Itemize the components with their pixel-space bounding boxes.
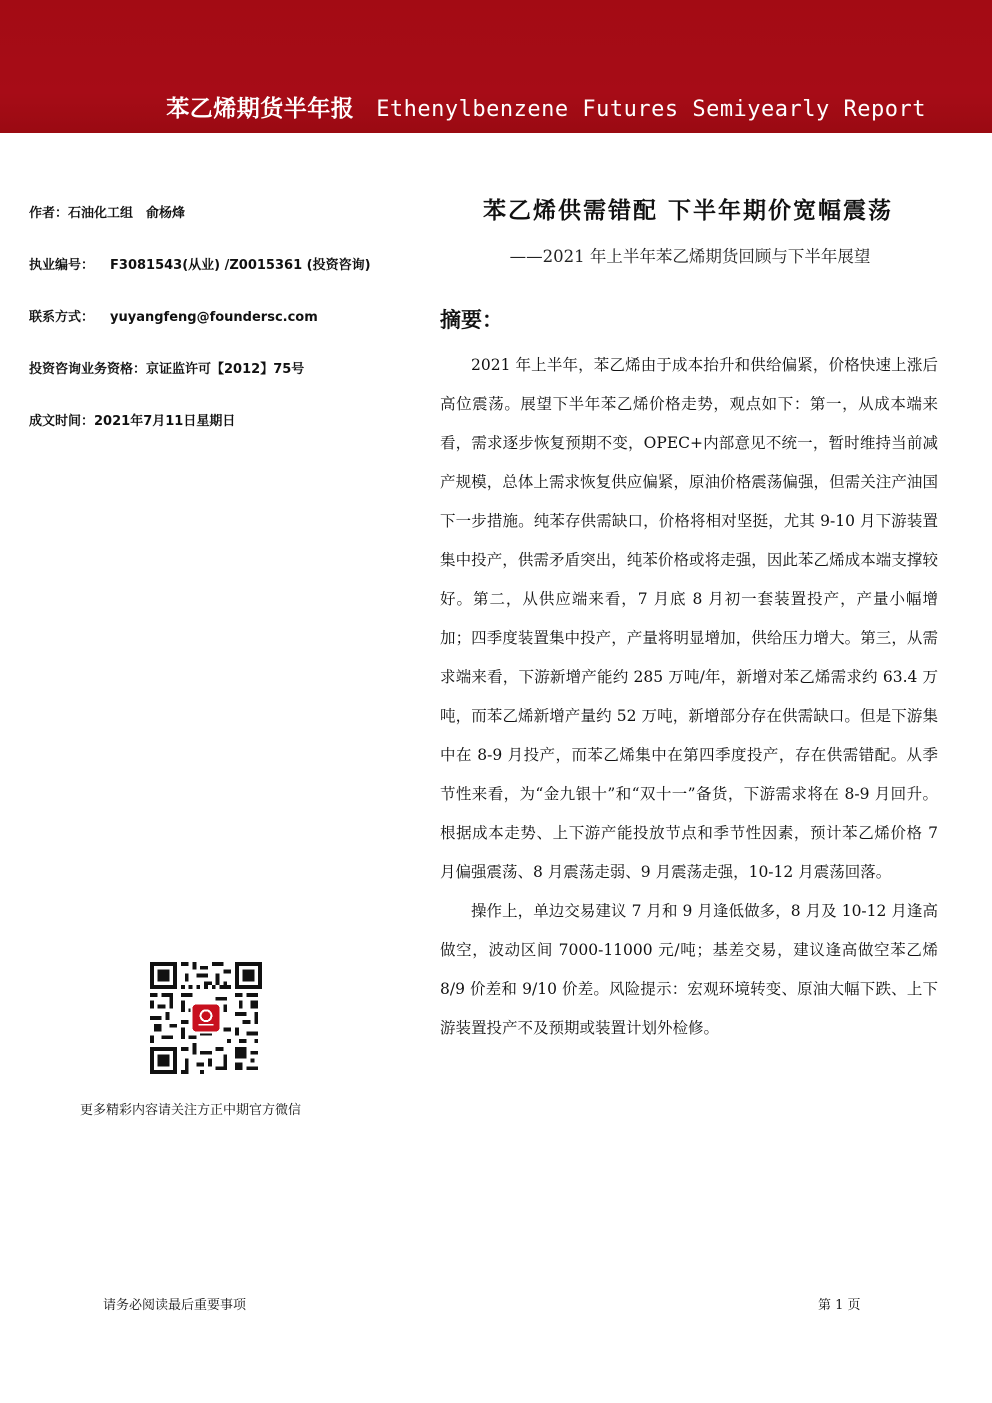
- footer-notice: 请务必阅读最后重要事项: [103, 1298, 247, 1313]
- header-banner: [0, 0, 992, 133]
- qualification-row: [29, 358, 304, 377]
- report-title-cn: 苯乙烯期货半年报: [166, 96, 355, 122]
- date-label: 成文时间：: [29, 414, 95, 429]
- abstract-heading: 摘要：: [440, 307, 503, 332]
- license-value: F3081543(从业) /Z0015361 (投资咨询): [110, 258, 371, 273]
- abstract-paragraph-2: 操作上，单边交易建议 7 月和 9 月逢低做多，8 月及 10-12 月逢高做空，波动区间 7000-11000 元/吨；基差交易，建议逢高做空苯乙烯 8/9 价差和 9/10 价差。风险提示：宏观环境转变、原油大幅下跌、上下游装置投产不及预期或装置计划外检修。: [440, 902, 938, 1037]
- license-label: 执业编号：: [29, 258, 95, 273]
- author-value: 石油化工组 俞杨烽: [68, 206, 186, 221]
- author-label: 作者：: [29, 206, 69, 221]
- contact-email[interactable]: yuyangfeng@foundersc.com: [110, 310, 318, 325]
- license-row: [29, 254, 371, 273]
- contact-label: 联系方式：: [29, 310, 95, 325]
- report-title: [166, 90, 926, 123]
- article-subtitle: ——2021 年上半年苯乙烯期货回顾与下半年展望: [509, 247, 871, 266]
- qualification-value: 京证监许可【2012】75号: [146, 362, 305, 377]
- qualification-label: 投资咨询业务资格：: [29, 362, 147, 377]
- abstract-paragraph-1: 2021 年上半年，苯乙烯由于成本抬升和供给偏紧，价格快速上涨后高位震荡。展望下半年苯乙烯价格走势，观点如下：第一，从成本端来看，需求逐步恢复预期不变，OPEC+内部意见不统一，暂时维持当前减产规模，总体上需求恢复供应偏紧，原油价格震荡偏强，但需关注产油国下一步措施。纯苯存供需缺口，价格将相对坚挺，尤其 9-10 月下游装置集中投产，供需矛盾突出，纯苯价格或将走强，因此苯乙烯成本端支撑较好。第二，从供应端来看，7 月底 8 月初一套装置投产，产量小幅增加；四季度装置集中投产，产量将明显增加，供给压力增大。第三，从需求端来看，下游新增产能约 285 万吨/年，新增对苯乙烯需求约 63.4 万吨，而苯乙烯新增产量约 52 万吨，新增部分存在供需缺口。但是下游集中在 8-9 月投产，而苯乙烯集中在第四季度投产，存在供需错配。从季节性来看，为“金九银十”和“双十一”备货，下游需求将在 8-9 月回升。根据成本走势、上下游产能投放节点和季节性因素，预计苯乙烯价格 7 月偏强震荡、8 月震荡走弱、9 月震荡走强，10-12 月震荡回落。: [440, 356, 938, 881]
- author-row: [29, 202, 185, 221]
- report-title-en: Ethenylbenzene Futures Semiyearly Report: [376, 97, 926, 122]
- article-title: 苯乙烯供需错配 下半年期价宽幅震荡: [482, 197, 893, 224]
- contact-row: [29, 306, 318, 325]
- date-value: 2021年7月11日星期日: [94, 414, 236, 429]
- qr-caption: 更多精彩内容请关注方正中期官方微信: [80, 1103, 302, 1118]
- wechat-qr-code-icon: [150, 962, 262, 1074]
- abstract-body: [440, 346, 938, 1048]
- date-row: [29, 410, 235, 429]
- page-number: 第 1 页: [818, 1298, 861, 1313]
